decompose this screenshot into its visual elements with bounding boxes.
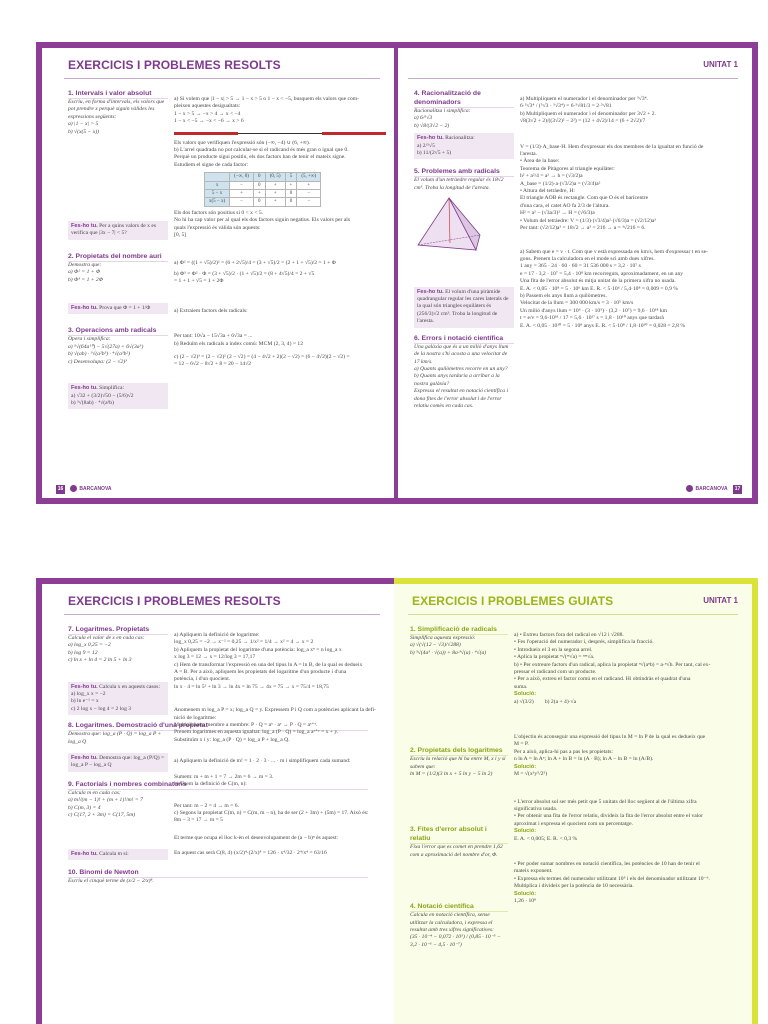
solution-line: d'una cara, el catet AO fa 2/3 de l'altura. <box>520 202 610 209</box>
section-title-logarithms: 7. Logaritmes. Propietats <box>68 625 168 635</box>
solution-line: potència, i d'un quocient. <box>174 676 231 683</box>
hint-line: • L'error absolut sol ser més petit que 5 unitats del lloc següent al de l'última xifra <box>514 798 697 805</box>
solution-line: b) L'arrel quadrada no pot calcular-se si el radicand és més gran o igual que 0. <box>174 147 349 154</box>
hint-line: a) • Extreu factors fora del radical en √12 i √288. <box>514 632 624 638</box>
item: b) ³√(4a³ · √(a)) + 8a·³√(a) · ⁴√(a) <box>410 649 487 656</box>
unit-label: UNITAT 1 <box>703 60 738 69</box>
page-resolved-3 <box>42 584 394 1024</box>
hint-line: • Per a això, extreu el factor comú en el radicand. Hi obtindràs el quadrat d'una <box>514 676 691 683</box>
page-guided <box>394 584 752 1024</box>
table-cell: + <box>265 181 285 189</box>
solutions-column <box>174 620 386 1024</box>
page-title: EXERCICIS I PROBLEMES RESOLTS <box>68 594 281 608</box>
solution-line: 1 any = 365 · 24 · 60 · 60 = 31 536 000 s = 3,2 · 10⁷ s <box>520 263 641 270</box>
solution-line: Substituïm x i y: log_a (P · Q) = log_a P + log_a Q. <box>174 736 290 743</box>
fes-ho-tu-label: Fes-ho tu. <box>71 683 98 690</box>
hint-line: n ln A = ln Aⁿ; ln A + ln B = ln (A · B); ln A − ln B = ln (A/B). <box>514 756 654 763</box>
item: a) ⁵√(64a¹⁰) − 5√(27a) + 6√(3a⁵) <box>68 343 144 350</box>
solution-label: Solució: <box>514 890 537 897</box>
section-title-rationalize: 4. Racionalització de denominadors <box>414 89 514 108</box>
section-title-sci-notation: 4. Notació científica <box>410 902 508 912</box>
table-cell: 0 <box>253 181 265 189</box>
item: b) C(m, 3) = 4 <box>68 804 101 811</box>
section-title-newton: 10. Binomi de Newton <box>68 868 368 878</box>
hint-line: L'objectiu és aconseguir una expressió del tipus ln M = ln P de la qual es dedueix que <box>514 734 706 741</box>
solution-answer: M = √(x³y⁵/2⁵) <box>514 771 548 778</box>
table-cell: − <box>297 190 321 198</box>
solution-line: gons. Prenem la calculadora en el mode sci amb dues xifres. <box>520 255 655 262</box>
hint-line: • Aplica la propietat ⁿ√(ᵐ√a) = ⁿᵐ√a. <box>514 654 595 661</box>
statements-column <box>414 84 514 489</box>
solution-line: Prenem logaritmes en aquesta igualtat: log_a (P · Q) = log_a aˣ⁺ʸ = x + y. <box>174 729 339 736</box>
page-resolved-1 <box>42 48 394 498</box>
fes-item: a) 2/⁵√5 <box>417 142 435 149</box>
item: a) log_x 0,25 = −2 <box>68 642 111 649</box>
solution-line: No hi ha cap valor per al qual els dos factors siguin negatius. Els valors per als <box>174 217 351 224</box>
table-cell: x(5 − x) <box>205 198 230 206</box>
publisher-logo <box>70 485 111 492</box>
statement: Racionalitza i simplifica: <box>414 108 471 114</box>
table-cell: − <box>230 198 254 206</box>
table-cell: x <box>205 181 230 189</box>
solution-label: Solució: <box>514 691 537 698</box>
solution-line: log_x 0,25 = −2 → x⁻² = 0,25 → 1/x² = 1/4 → x² = 4 → x = 2 <box>174 639 314 646</box>
fes-ho-tu-text: Racionalitza: <box>445 135 475 142</box>
number-line-segment <box>174 132 238 135</box>
item: b) log 9 = 12 <box>68 649 98 656</box>
item: b) √(ab) · ³√(a²b³) · ⁴√(a³b²) <box>68 351 130 358</box>
solution-line: pleixen aquestes desigualtats: <box>174 103 241 110</box>
fes-item: c) 2 log x − log 4 = 2 log 3 <box>71 705 132 712</box>
statement: Demostra que: <box>68 261 102 268</box>
solution-line: El triangle AOB és rectangle. Com que O és el baricentre <box>520 195 649 202</box>
statements-column <box>410 620 508 1022</box>
logo-dot-icon <box>686 485 693 492</box>
hint-line: suma. <box>514 683 528 690</box>
solution-line: Estudiem el signe de cada factor: <box>174 161 249 168</box>
solution-line: x log 3 = 12 → x = 12/log 3 = 17,17 <box>174 654 256 661</box>
solution-label: Solució: <box>514 763 537 770</box>
fes-ho-tu-text: Simplifica: <box>99 385 124 392</box>
page-header <box>412 594 738 610</box>
solution-answer: [0, 5] <box>174 232 187 239</box>
item: c) C(17, 2 + 3m) = C(17, 5m) <box>68 812 136 819</box>
answer-a: a) √(3/2) <box>514 698 534 705</box>
statement: Escriu la relació que hi ha entre M, x i y si sabem que: <box>410 756 506 770</box>
fes-ho-tu-box <box>68 303 168 314</box>
fes-ho-tu-box <box>414 287 514 328</box>
solution-line: a) Apliquem la definició de logaritme: <box>174 632 260 638</box>
solution-line: c) (2 − √2)³ = (2 − √2)² (2 − √2) = (4 − 4√2 + 2)(2 − √2) = (6 − 4√2)(2 − √2) = <box>174 353 350 360</box>
table-cell: + <box>253 190 265 198</box>
item: a) |1 − x| > 5 <box>68 121 99 128</box>
publisher-logo <box>686 485 727 492</box>
solution-line: a) Apliquem la definició de m! = 1 · 2 · 3 · ... · m i simplifiquem cada sumand: <box>174 758 351 765</box>
table-header-cell: (−∞, 0) <box>230 173 254 181</box>
solution-line: a) Si volem que |1 − x| > 5 → 1 − x > 5 o 1 − x < −5, busquem els valors que com- <box>174 96 359 102</box>
item: a) m!/(m − 1)! + (m + 1)!/m! = 7 <box>68 797 143 804</box>
solution-line: nició de logaritme: <box>174 714 217 721</box>
solution-line: Per tant: (√2/12)a³ = 18√2 → a³ = 216 → a = ³√216 = 6. <box>520 225 646 232</box>
fes-ho-tu-text: Per a quins valors de x es verifica que |3x − 7| < 5? <box>71 223 156 237</box>
hint-line: pressar el radicand com un producte. <box>514 669 597 676</box>
table-header-cell: (0, 5) <box>265 173 285 181</box>
table-header-cell: (5, +∞) <box>297 173 321 181</box>
hint-line: • Introdueix el 3 en la segona arrel. <box>514 646 593 653</box>
fes-ho-tu-text: Calcula x en aquests casos: <box>99 683 161 690</box>
section-title-error-bounds: 3. Fites d'error absolut i relatiu <box>410 825 508 844</box>
solution-line: c) Hem de transformar l'expressió en una del tipus ln A = ln B, de la qual es dedueix <box>174 661 363 668</box>
solution-line: b) Reduïm els radicals a índex comú: MCM (2, 3, 4) = 12 <box>174 340 303 347</box>
hint-line: mateix exponent. <box>514 868 553 875</box>
page-footer <box>686 485 742 494</box>
page-header <box>68 594 380 610</box>
item: a) √(√(12 − √3)/√288) <box>410 642 461 649</box>
fes-item: b) ³√(8ab) · ⁴√(a³b) <box>71 399 114 406</box>
solution-line: • Altura del tetràedre, H: <box>520 188 575 195</box>
solution-line: Velocitat de la llum = 300 000 km/s = 3 · 10⁵ km/s <box>520 300 634 307</box>
solution-line: t = e/v = 9,6·10¹⁸ / 17 = 5,6 · 10¹⁷ s = 1,8 · 10¹⁰ anys que tardarà <box>520 315 664 322</box>
table-cell: − <box>297 198 321 206</box>
item: b) √8/(3√2 − 2) <box>414 122 450 129</box>
solutions-column <box>520 84 742 489</box>
fes-ho-tu-box <box>68 753 168 772</box>
page-title: EXERCICIS I PROBLEMES GUIATS <box>412 594 614 608</box>
solution-line: 6·⁵√3⁴ / (⁵√3 · ⁵√3⁴) = 6·⁵√81/3 = 2·⁵√81 <box>520 103 612 110</box>
header-divider <box>64 78 380 79</box>
header-divider <box>408 614 738 615</box>
solution-line: V = (1/3)·A_base·H. Hem d'expressar els dos membres de la igualtat en funció de <box>520 143 704 150</box>
solution-line: En aquest cas serà C(8, 4)·(x/2)⁴·(2/x)⁴ = 126 · x⁴/32 · 2⁴/x⁴ = 63/16 <box>174 850 327 857</box>
fes-ho-tu-box <box>68 682 168 716</box>
solution-line: b) Apliquem la propietat del logaritme d'una potència: log_a xⁿ = n log_a x <box>174 646 342 653</box>
table-cell: − <box>230 181 254 189</box>
hint-line: • Per poder sumar nombres en notació científica, les potències de 10 han de tenir el <box>514 860 700 867</box>
fes-item: a) log_x x = −2 <box>71 691 106 698</box>
header-divider <box>64 614 380 615</box>
item: Expressa el resultat en notació científica i dona fites de l'error absolut i de l'error relatiu comès en cada cas. <box>414 388 509 409</box>
solution-line: Per tant: 10√a − 15√3a + 6√3a = ... <box>174 333 253 340</box>
sign-table <box>204 172 321 207</box>
statement: Opera i simplifica: <box>68 336 111 343</box>
solution-line: ln x · 4 = ln 5² + ln 3 → ln 4x = ln 75 → 4x = 75 → x = 75/4 = 18,75 <box>174 683 329 690</box>
table-header-cell: 5 <box>285 173 297 181</box>
expression: (35 · 10⁻⁴ − 0,072 · 10⁵) / (0,85 · 10⁻⁵ − 3,2 · 10⁻⁶ − 4,5 · 10⁻⁷) <box>410 934 501 948</box>
statement: Calcula m en cada cas: <box>68 789 121 796</box>
fes-item: a) √32 + (3/2)√50 − (5/6)√2 <box>71 392 134 399</box>
table-cell: + <box>230 190 254 198</box>
solution-line: H² = a² − (√3a/3)² → H = (√6/3)a <box>520 210 595 217</box>
hint-line: • Fes l'operació del numerador i, després, simplifica la fracció. <box>514 639 654 646</box>
solution-line: 1 − x > 5 → −x > 4 → x < −4 <box>174 110 241 117</box>
solutions-column <box>514 620 744 1022</box>
statement: Simplifica aquesta expressió: <box>410 635 476 641</box>
solution-line: Anomenem m log_a P = x; log_a Q = y. Expressem P i Q com a potències aplicant la defi- <box>174 707 376 714</box>
solution-line: = 1 + 1 + √5 = 1 + 2Φ <box>174 278 224 285</box>
page-header <box>68 58 380 74</box>
solution-line: E. A. < 0,05 · 10⁸ = 5 · 10⁶ km E. R. < 5·10⁶ / 5,4·10⁸ = 0,009 = 0,9 % <box>520 285 678 292</box>
statement: Fixa l'error que es comet en prendre 1,62 com a aproximació del nombre d'or, Φ. <box>410 844 503 858</box>
statement: Calcula en notació científica, sense utilitzar la calculadora, i expressa el resultat amb tres xifres significatives: <box>410 912 494 934</box>
statement: Escriu el cinquè terme de (x/2 − 2/x)⁸. <box>68 877 154 884</box>
statement: El volum d'un tetràedre regular és 18√2 cm³. Troba la longitud de l'aresta. <box>414 177 504 191</box>
fes-ho-tu-label: Fes-ho tu. <box>71 223 98 230</box>
solution-line: a) Extraiem factors dels radicals: <box>174 307 248 314</box>
solution-line: a) Sabem que e = v · t. Com que v està expressada en km/s, hem d'expressar t en se- <box>520 248 708 255</box>
item: b) Φ³ = 1 + 2Φ <box>68 276 103 283</box>
solution-line: h² + a²/4 = a² → h = (√3/2)a <box>520 173 583 180</box>
logo-dot-icon <box>70 485 77 492</box>
number-line <box>174 128 386 138</box>
solution-answer: E. A. < 0,005; E. R. < 0,3 % <box>514 835 578 842</box>
solutions-column <box>174 84 386 489</box>
publisher-name: BARCANOVA <box>79 486 112 492</box>
solution-line: El terme que ocupa el lloc k-èn el desenvolupament de (a − b)ⁿ és aquest: <box>174 834 338 841</box>
statement: Una galàxia que és a un milió d'anys llum de la nostra s'hi acosta a una velocitat de 17 km/s. <box>414 343 509 365</box>
item: a) 6/⁵√3 <box>414 115 433 122</box>
section-title-golden: 2. Propietats del nombre auri <box>68 252 168 262</box>
solution-line: b) Passem els anys llum a quilòmetres. <box>520 292 607 299</box>
solution-line: Teorema de Pitàgores al triangle equilàter: <box>520 165 615 172</box>
table-cell: + <box>265 198 285 206</box>
fes-item: b) ln e⁻¹ = x <box>71 698 99 705</box>
table-cell: 0 <box>253 198 265 206</box>
hint-line: • Per obtenir una fita de l'error relatiu, divideix la fita de l'error absolut entre el valor <box>514 813 703 820</box>
table-header-cell: 0 <box>253 173 265 181</box>
hint-line: aproximat i expressa el quocient com un percentatge. <box>514 820 633 827</box>
page-number: 16 <box>57 486 64 492</box>
fes-ho-tu-box <box>68 383 168 409</box>
statement: Escriu, en forma d'intervals, els valors que pot prendre x perquè siguin vàlides les expressions següents: <box>68 99 165 120</box>
solution-line: Els dos factors són positius si 0 < x < 5. <box>174 209 264 216</box>
solution-line: Els valors que verifiquen l'expressió són (−∞, −4) ∪ (6, +∞). <box>174 139 311 146</box>
solution-line: • Volum del tetràedre: V = (1/3)·(√3/4)a²·(√6/3)a = (√2/12)a³ <box>520 217 656 224</box>
solution-line: E. A. < 0,05 · 10¹⁰ = 5 · 10⁸ anys E. R. < 5·10⁸ / 1,8·10¹⁰ = 0,028 = 2,8 % <box>520 322 686 329</box>
section-title-simplify: 1. Simplificació de radicals <box>410 625 508 635</box>
fes-ho-tu-text: Demostra que: log_a (P/Q) = log_a P − log_a Q <box>71 755 165 769</box>
solution-line: Una fita de l'error absolut és mitja unitat de la primera xifra no usada. <box>520 278 676 285</box>
fes-ho-tu-box <box>68 221 168 240</box>
solution-line: √8(3√2 + 2)/((3√2)² − 2²) = (12 + 4√2)/14 = (6 + 2√2)/7 <box>520 118 646 125</box>
page-resolved-2 <box>398 48 752 498</box>
solution-line: • Àrea de la base: <box>520 158 560 165</box>
page-title: EXERCICIS I PROBLEMES RESOLTS <box>68 58 281 72</box>
solution-label: Solució: <box>514 828 537 835</box>
table-cell: + <box>285 181 297 189</box>
solution-line: c) Segons la propietat C(m, n) = C(m, m − n), ha de ser (2 + 3m) + (5m) = 17. Això és: <box>174 809 369 816</box>
solution-line: = 12 − 6√2 − 8√2 + 8 = 20 − 14√2 <box>174 361 252 368</box>
page-header <box>408 58 738 74</box>
section-title-radical-problems: 5. Problemes amb radicals <box>414 167 514 177</box>
item: c) Desenvolupa: (2 − √2)³ <box>68 358 127 365</box>
fes-ho-tu-text: Prova que Φ = 1 + 1/Φ <box>99 305 151 312</box>
guided-frame <box>394 578 758 1024</box>
number-line-segment <box>322 132 386 135</box>
solution-line: e = 17 · 3,2 · 10⁷ = 5,4 · 10⁸ km recorreguts, aproximadament, en un any <box>520 270 684 277</box>
item: b) Quants anys tardaria a arribar a la nostra galàxia? <box>414 373 500 387</box>
section-title-intervals: 1. Intervals i valor absolut <box>68 89 168 99</box>
page-number: 17 <box>734 486 741 492</box>
item: a) Quants quilòmetres recorre en un any? <box>414 365 508 372</box>
section-title-log-proof: 8. Logaritmes. Demostració d'una propietat <box>68 721 368 731</box>
hint-line: b) • Per extreure factors d'un radical, aplica la propietat ⁿ√(aⁿb) = a·ⁿ√b. Per tant, cal ex- <box>514 661 711 668</box>
solution-line: b) Φ³ = Φ² · Φ = (3 + √5)/2 · (1 + √5)/2 = (8 + 4√5)/4 = 2 + √5 <box>174 270 315 277</box>
solution-line: Sumem: m + m + 1 = 7 → 2m = 6 → m = 3. <box>174 773 274 780</box>
section-title-log-props: 2. Propietats dels logaritmes <box>410 746 508 756</box>
answer-b: b) 2(a + 4)·√a <box>544 698 577 705</box>
statement: Demostra que: log_a (P · Q) = log_a P + log_a Q <box>68 731 162 745</box>
hint-line: • Expressa els termes del numerador utilitzant 10⁵ i els del denominador utilitzant 10⁻⁶. <box>514 875 710 882</box>
fes-ho-tu-label: Fes-ho tu. <box>417 135 444 142</box>
fes-ho-tu-box <box>68 849 168 860</box>
solution-line: quals l'expressió és vàlida són aquests: <box>174 224 261 231</box>
table-header-cell <box>205 173 230 181</box>
solution-line: Un milió d'anys llum = 10⁶ · (3 · 10⁵) · (3,2 · 10⁷) = 9,6 · 10¹⁸ km <box>520 307 667 314</box>
fes-ho-tu-box <box>414 133 514 159</box>
item: c) ln x + ln 4 = 2 ln 5 + ln 3 <box>68 657 132 664</box>
top-spread <box>36 42 758 504</box>
fes-ho-tu-label: Fes-ho tu. <box>71 755 98 762</box>
hint-line: Per a això, aplica-hi pas a pas les propietats: <box>514 748 613 755</box>
section-title-errors: 6. Errors i notació científica <box>414 334 514 344</box>
table-cell: + <box>297 181 321 189</box>
publisher-name: BARCANOVA <box>695 486 728 492</box>
hint-line: significativa usada. <box>514 805 558 812</box>
solution-line: b) Multipliquem el numerador i el denominador per 3√2 + 2. <box>520 110 656 117</box>
solution-line: A = B. Per a això, apliquem les propietats del logaritme d'un producte i d'una <box>174 669 347 676</box>
table-cell: + <box>265 190 285 198</box>
solution-line: Multipliquem membre a membre: P · Q = aˣ · aʸ → P · Q = aˣ⁺ʸ. <box>174 722 318 729</box>
fes-ho-tu-label: Fes-ho tu. <box>71 305 98 312</box>
fes-item: b) 11/(2√5 + 5) <box>417 150 452 157</box>
hint-line: Multiplica i divideix per la potència de 10 necessària. <box>514 883 634 890</box>
statement: Calcula el valor de x en cada cas: <box>68 635 145 641</box>
section-title-factorials: 9. Factorials i nombres combinatoris <box>68 780 368 790</box>
solution-line: l'aresta. <box>520 151 538 158</box>
solution-line: a) Φ² = ((1 + √5)/2)² = (6 + 2√5)/4 = (3 + √5)/2 = (2 + 1 + √5)/2 = 1 + Φ <box>174 259 336 266</box>
header-divider <box>408 78 738 79</box>
fes-ho-tu-label: Fes-ho tu. <box>417 288 444 295</box>
solution-line: 1 − x < −5 → −x < −6 → x > 6 <box>174 118 244 125</box>
solution-line: A_base = (1/2)·a·(√3/2)a = (√3/4)a² <box>520 180 601 187</box>
solution-line: a) Multipliquem el numerador i el denominador per ⁵√3⁴. <box>520 96 648 102</box>
solution-line: Perquè un producte sigui positiu, els dos factors han de tenir el mateix signe. <box>174 154 346 161</box>
tetrahedron-diagram <box>414 195 484 253</box>
unit-label: UNITAT 1 <box>703 596 738 605</box>
table-cell: 0 <box>285 190 297 198</box>
fes-ho-tu-label: Fes-ho tu. <box>71 850 98 857</box>
solution-line: b) Usem la definició de C(m, n): <box>174 781 247 788</box>
item: b) √(x(5 − x)) <box>68 128 99 135</box>
hint-line: M = P. <box>514 741 529 748</box>
fes-ho-tu-text: El volum d'una piràmide quadrangular regular les cares laterals de la qual són triangles equilàters és (256/3)√2 cm³. Troba la longitud de l'aresta. <box>417 288 509 325</box>
table-cell: 5 − x <box>205 190 230 198</box>
section-title-radicals: 3. Operacions amb radicals <box>68 326 168 336</box>
fes-ho-tu-label: Fes-ho tu. <box>71 385 98 392</box>
solution-line: Per tant: m − 2 = 4 → m = 6. <box>174 802 239 809</box>
expression: ln M = (1/2)(3 ln x + 5 ln y − 5 ln 2) <box>410 771 493 778</box>
bottom-spread <box>36 578 758 1024</box>
solution-line: 8m − 3 = 17 → m = 5 <box>174 817 223 824</box>
page-footer <box>56 485 112 494</box>
statements-column <box>68 84 168 489</box>
item: a) Φ² = 1 + Φ <box>68 269 101 276</box>
fes-ho-tu-text: Calcula m si: <box>99 850 129 857</box>
solution-answer <box>514 699 744 706</box>
table-cell: 0 <box>285 198 297 206</box>
solution-answer: 1,26 · 10⁹ <box>514 897 536 904</box>
